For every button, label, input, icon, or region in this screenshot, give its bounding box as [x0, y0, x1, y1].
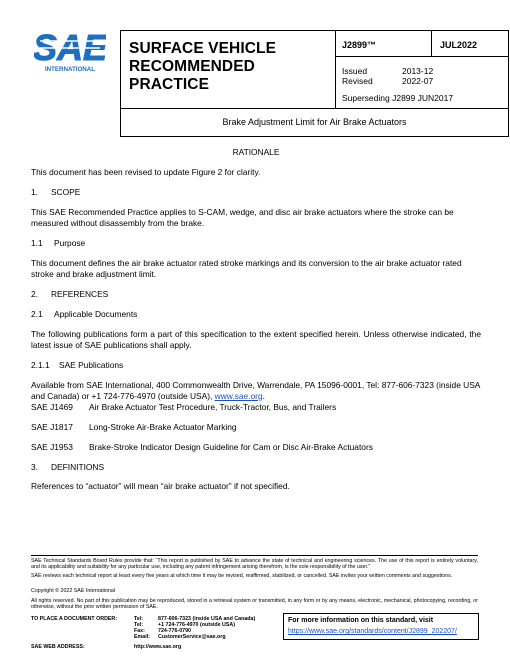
sae-address-text: Available from SAE International, 400 Commonwealth Drive, Warrendale, PA 15096-0001, Tel: 877-606-7323 (inside USA and Canada) or +1 724-776-4970 (outside USA), [31, 380, 480, 401]
reference-title: Air Brake Actuator Test Procedure, Truck-Tractor, Bus, and Trailers [89, 402, 337, 412]
rationale-heading: RATIONALE [232, 147, 280, 157]
doc-number: J2899™ [342, 40, 377, 50]
sae-logo [34, 28, 106, 74]
applicable-documents-text: The following publications form a part of this specification to the extent specified herein. Unless otherwise indicated, the latest issue of SAE publications shall apply. [31, 329, 481, 350]
fax-value: 724-776-0790 [158, 628, 191, 634]
tel2-label: Tel: [134, 622, 144, 628]
issued-label: Issued [342, 66, 368, 76]
issued-value: 2013-12 [402, 66, 434, 76]
section-number: 1.1 [31, 238, 43, 248]
more-info-box [283, 613, 479, 640]
revised-label: Revised [342, 76, 373, 86]
email-value: CustomerService@sae.org [158, 634, 226, 640]
standards-board-rules: SAE Technical Standards Board Rules provide that: “This report is published by SAE to advance the state of technical and engineering sciences. The use of this report is entirely voluntary, and its applicability and suitability for any particular use, including any patent infringement arising therefrom, is the sole responsibility of the user.” [31, 558, 478, 571]
reference-item [31, 402, 481, 413]
standard-page-link[interactable]: https://www.sae.org/standards/content/J2899_202207/ [288, 628, 457, 635]
doc-type-line2: RECOMMENDED PRACTICE [129, 58, 255, 93]
section-number: 2.1 [31, 309, 43, 319]
section-title: REFERENCES [51, 289, 109, 299]
reference-item [31, 422, 481, 433]
review-notice: SAE reviews each technical report at least every five years at which time it may be revised, reaffirmed, stabilized, or cancelled. SAE invites your written comments and suggestions. [31, 573, 453, 579]
section-number: 3. [31, 462, 38, 472]
reference-id: SAE J1469 [31, 402, 73, 412]
section-1-heading [31, 187, 481, 198]
scope-text: This SAE Recommended Practice applies to S-CAM, wedge, and disc air brake actuators where the stroke can be measured without disassembly from the brake. [31, 207, 454, 228]
footer-divider [31, 555, 478, 556]
doc-type-box [120, 30, 336, 109]
doc-date-box [431, 30, 509, 57]
reference-title: Long-Stroke Air-Brake Actuator Marking [89, 422, 237, 432]
rationale-text: This document has been revised to update Figure 2 for clarity. [31, 167, 261, 177]
superseding-note: Superseding J2899 JUN2017 [342, 93, 454, 103]
reference-id: SAE J1817 [31, 422, 73, 432]
reference-title: Brake-Stroke Indicator Design Guideline for Cam or Disc Air-Brake Actuators [89, 442, 373, 452]
section-2-1-heading [31, 309, 481, 320]
section-number: 1. [31, 187, 38, 197]
section-title: Applicable Documents [54, 309, 138, 319]
sae-publications-text [31, 380, 481, 402]
revised-value: 2022-07 [402, 76, 434, 86]
tel-value: 877-606-7323 (inside USA and Canada) [158, 616, 256, 622]
definitions-text: References to “actuator” will mean “air brake actuator” if not specified. [31, 481, 290, 491]
section-number: 2.1.1 [31, 360, 50, 370]
section-2-1-1-heading [31, 360, 481, 371]
web-label: SAE WEB ADDRESS: [31, 644, 85, 650]
tel-label: Tel: [134, 616, 144, 622]
copyright: Copyright © 2022 SAE International [31, 588, 115, 594]
reference-id: SAE J1953 [31, 442, 73, 452]
issue-info-box [335, 56, 509, 109]
section-title: DEFINITIONS [51, 462, 105, 472]
more-info-title: For more information on this standard, visit [288, 617, 434, 624]
doc-type [129, 40, 335, 94]
section-title: SAE Publications [59, 360, 124, 370]
doc-number-box [335, 30, 432, 57]
tel2-value: +1 724-776-4970 (outside USA) [158, 622, 235, 628]
logo-subtitle: INTERNATIONAL [44, 66, 96, 73]
sentence-end: . [262, 391, 265, 401]
document-title: Brake Adjustment Limit for Air Brake Actuators [222, 117, 407, 127]
section-2-heading [31, 289, 481, 300]
reference-item [31, 442, 481, 453]
section-title: SCOPE [51, 187, 81, 197]
fax-label: Fax: [134, 628, 145, 634]
order-label: TO PLACE A DOCUMENT ORDER: [31, 616, 118, 622]
purpose-text: This document defines the air brake actuator rated stroke markings and its conversion to the air brake actuator rated stroke and brake adjustment limit. [31, 258, 462, 279]
web-value: http://www.sae.org [134, 644, 182, 650]
email-label: Email: [134, 634, 150, 640]
sae-website-link[interactable]: www.sae.org [214, 391, 263, 401]
logo-wordmark: SAE [34, 28, 106, 68]
title-box [120, 108, 509, 137]
section-title: Purpose [54, 238, 86, 248]
section-3-heading [31, 462, 481, 473]
rights-notice: All rights reserved. No part of this publication may be reproduced, stored in a retrieval system or transmitted, in any form or by any means, electronic, mechanical, photocopying, recording, or otherwise, without the prior written permission of SAE. [31, 598, 478, 611]
section-1-1-heading [31, 238, 481, 249]
doc-type-line1: SURFACE VEHICLE [129, 40, 277, 57]
section-number: 2. [31, 289, 38, 299]
doc-date: JUL2022 [440, 40, 478, 50]
